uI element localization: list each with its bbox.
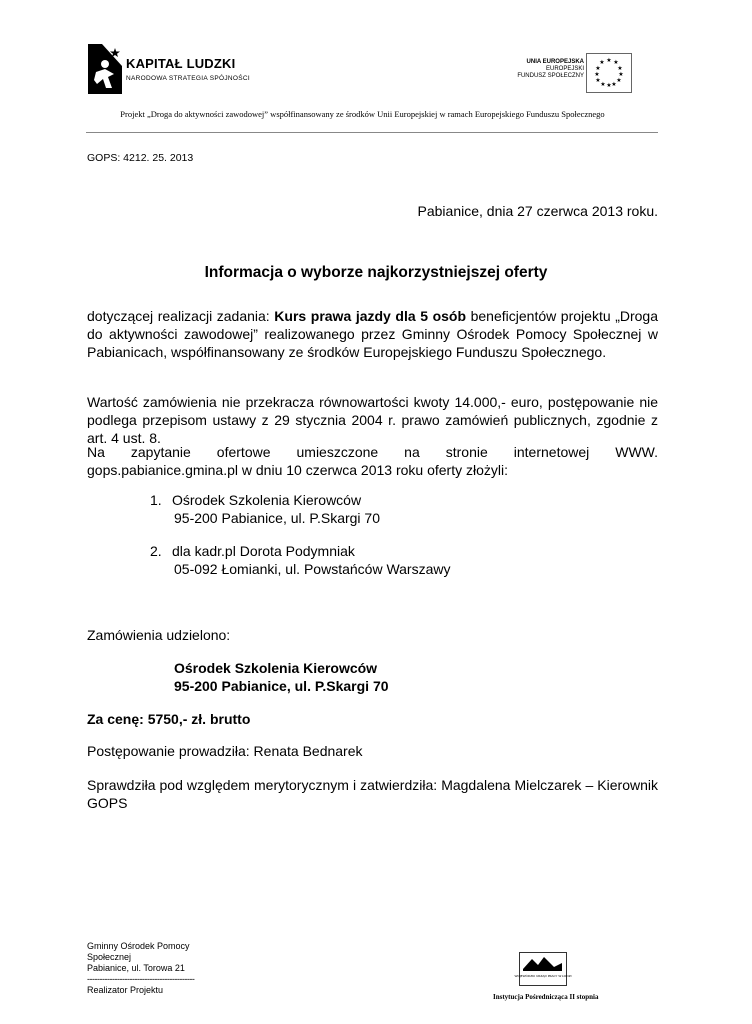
footer-line1: Gminny Ośrodek Pomocy xyxy=(87,941,190,951)
offer-number: 1. xyxy=(150,492,162,508)
kapital-ludzki-title: KAPITAŁ LUDZKI xyxy=(126,56,236,71)
winner-address: 95-200 Pabianice, ul. P.Skargi 70 xyxy=(174,678,389,694)
kapital-ludzki-logo xyxy=(88,44,250,94)
footer-line3: Pabianice, ul. Torowa 21 xyxy=(87,963,185,973)
kapital-ludzki-emblem-icon xyxy=(88,44,122,94)
task-description: beneficjentów projektu „Droga do aktywności zawodowej” realizowanego przez Gminny Ośrodek Pomocy Społecznej w Pabianicach, współfinansowany ze środków Europejskiego Funduszu Społecznego. xyxy=(87,308,658,360)
project-header-line: Projekt „Droga do aktywności zawodowej” współfinansowany ze środków Unii Europejskiej w ramach Europejskiego Funduszu Społecznego xyxy=(120,109,605,119)
wup-logo-icon xyxy=(514,953,572,985)
footer-dashes: ------------------------------------------- xyxy=(87,974,195,984)
wup-logo-text: WOJEWÓDZKI URZĄD PRACY W ŁODZI xyxy=(514,974,572,978)
offer-address: 95-200 Pabianice, ul. P.Skargi 70 xyxy=(174,510,380,526)
task-intro: dotyczącej realizacji zadania: xyxy=(87,308,275,324)
svg-text:★: ★ xyxy=(600,81,606,88)
offer-name: Ośrodek Szkolenia Kierowców xyxy=(172,492,362,508)
eu-line2: EUROPEJSKI xyxy=(545,66,584,72)
svg-text:★: ★ xyxy=(594,71,600,78)
offer-address: 05-092 Łomianki, ul. Powstańców Warszawy xyxy=(174,561,451,577)
winner-block xyxy=(174,659,389,695)
winner-name: Ośrodek Szkolenia Kierowców xyxy=(174,660,378,676)
offer-name: dla kadr.pl Dorota Podymniak xyxy=(172,543,355,559)
awarded-label: Zamówienia udzielono: xyxy=(87,627,231,643)
header-divider xyxy=(86,132,658,133)
eu-logo xyxy=(504,53,632,93)
svg-text:★: ★ xyxy=(599,59,605,66)
offer-item xyxy=(150,491,380,527)
paragraph-offers-intro: Na zapytanie ofertowe umieszczone na stronie internetowej WWW. gops.pabianice.gmina.pl w dniu 10 czerwca 2013 roku oferty złożyli: xyxy=(87,444,658,478)
approved-by: Sprawdziła pod względem merytorycznym i zatwierdziła: Magdalena Mielczarek – Kierownik GOPS xyxy=(87,777,658,811)
reference-number: GOPS: 4212. 25. 2013 xyxy=(87,152,194,164)
document-title: Informacja o wyborze najkorzystniejszej oferty xyxy=(204,264,548,281)
task-name: Kurs prawa jazdy dla 5 osób xyxy=(274,308,467,324)
svg-text:★: ★ xyxy=(595,77,601,84)
svg-text:★: ★ xyxy=(616,77,622,84)
svg-text:★: ★ xyxy=(606,57,612,64)
intermediate-institution-logo xyxy=(514,952,572,986)
svg-text:★: ★ xyxy=(595,65,601,72)
footer-line2: Społecznej xyxy=(87,952,132,962)
intermediate-institution-caption: Instytucja Pośrednicząca II stopnia xyxy=(493,993,599,1001)
svg-text:★: ★ xyxy=(613,59,619,66)
document-date: Pabianice, dnia 27 czerwca 2013 roku. xyxy=(417,203,658,219)
footer-organization xyxy=(87,941,194,996)
svg-text:★: ★ xyxy=(617,65,623,72)
eu-logo-text xyxy=(517,59,584,80)
kapital-ludzki-subtitle: NARODOWA STRATEGIA SPÓJNOŚCI xyxy=(126,75,250,82)
svg-text:★: ★ xyxy=(611,81,617,88)
conducted-by: Postępowanie prowadziła: Renata Bednarek xyxy=(87,743,363,759)
paragraph-task xyxy=(87,307,658,361)
offer-item xyxy=(150,542,451,578)
svg-text:★: ★ xyxy=(618,71,624,78)
offer-number: 2. xyxy=(150,543,162,559)
svg-text:★: ★ xyxy=(606,82,612,89)
paragraph-value: Wartość zamówienia nie przekracza równowartości kwoty 14.000,- euro, postępowanie nie podlega przepisom ustawy z 29 stycznia 2004 r. prawo zamówień publicznych, zgodnie z art. 4 ust. 8. xyxy=(87,394,658,446)
price: Za cenę: 5750,- zł. brutto xyxy=(87,711,251,727)
eu-flag-icon xyxy=(586,53,632,93)
eu-line1: UNIA EUROPEJSKA xyxy=(526,59,584,65)
footer-line4: Realizator Projektu xyxy=(87,985,164,995)
eu-line3: FUNDUSZ SPOŁECZNY xyxy=(517,73,584,79)
